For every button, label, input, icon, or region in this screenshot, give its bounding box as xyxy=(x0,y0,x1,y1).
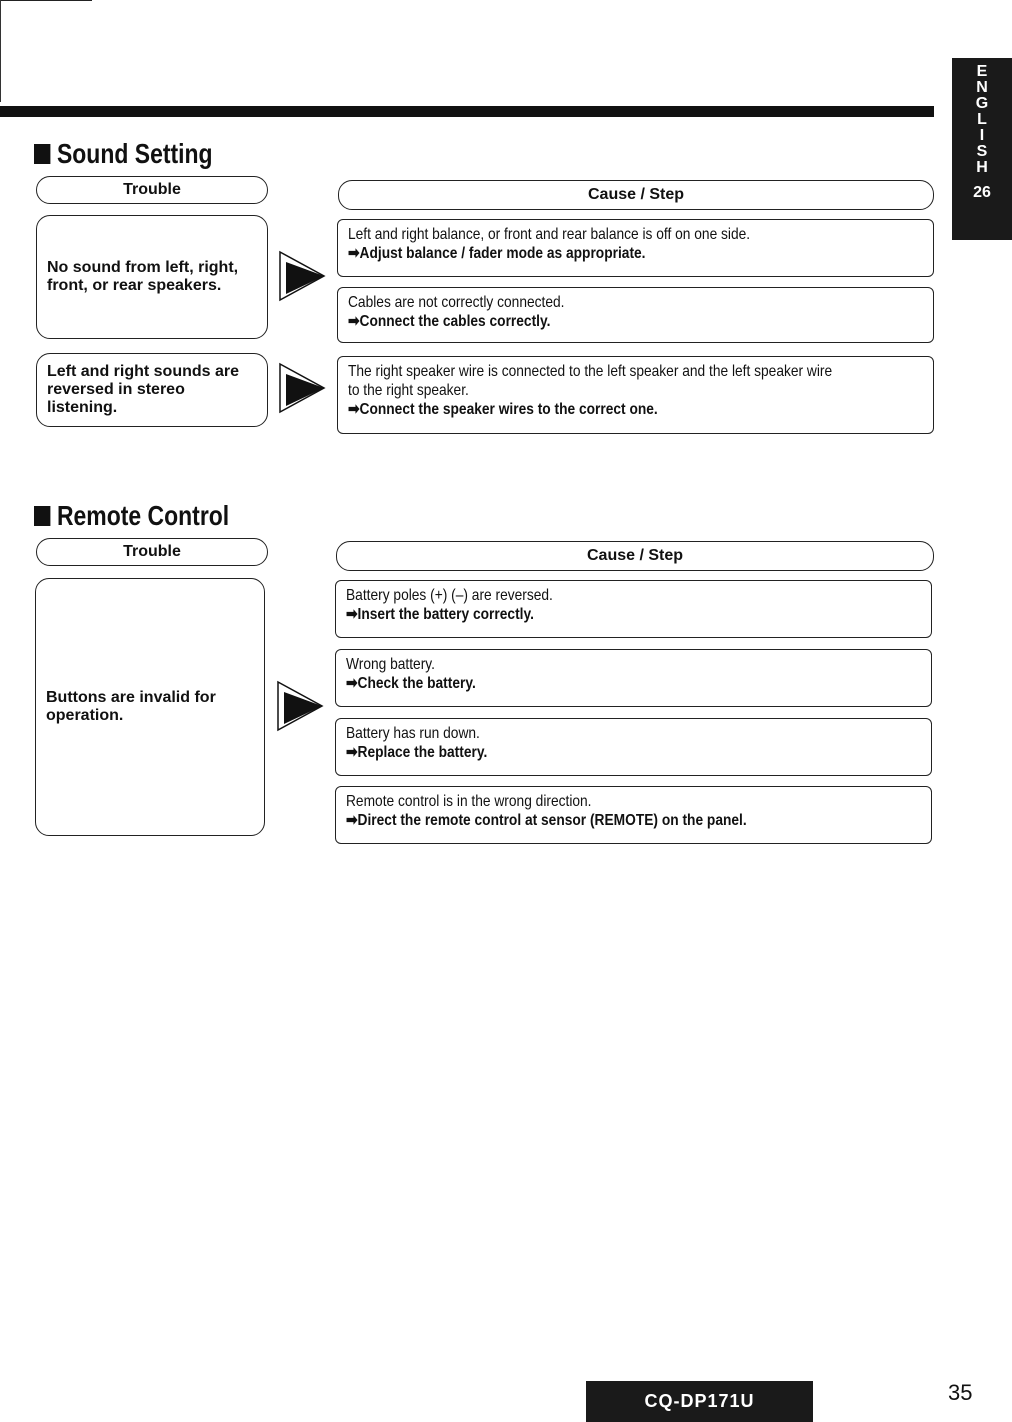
step-arrow-icon: ➡ xyxy=(346,744,358,761)
cause-box xyxy=(337,219,934,277)
cause-text: Left and right balance, or front and rear balance is off on one side. xyxy=(348,226,751,243)
sound-setting-title: Sound Setting xyxy=(56,138,213,169)
cause-header xyxy=(338,180,934,210)
bullet-square-icon xyxy=(34,144,50,164)
bullet-square-icon xyxy=(34,506,50,526)
step-arrow-icon: ➡ xyxy=(348,401,360,418)
remote-control-heading xyxy=(34,500,229,532)
cause-text-line2: to the right speaker. xyxy=(348,382,469,399)
step-arrow-icon: ➡ xyxy=(346,812,358,829)
remote-control-title: Remote Control xyxy=(56,500,230,531)
section-number: 26 xyxy=(973,184,991,201)
trouble-text: No sound from left, right, front, or rear speakers. xyxy=(47,259,239,294)
trouble-box-reversed xyxy=(36,353,268,427)
step-text: Connect the speaker wires to the correct one. xyxy=(359,401,658,418)
trouble-header xyxy=(36,538,268,566)
cause-text-line1: The right speaker wire is connected to the left speaker and the left speaker wire xyxy=(348,363,833,380)
left-edge-line xyxy=(0,0,1,102)
cause-text: Remote control is in the wrong direction. xyxy=(346,793,592,810)
language-label: ENGLISH xyxy=(975,63,989,176)
arrow-right-icon xyxy=(276,680,324,732)
sound-setting-heading xyxy=(34,138,213,170)
step-text: Replace the battery. xyxy=(357,744,488,761)
step-arrow-icon: ➡ xyxy=(346,606,358,623)
step-arrow-icon: ➡ xyxy=(346,675,358,692)
page-number: 35 xyxy=(948,1380,973,1405)
step-text: Connect the cables correctly. xyxy=(359,313,551,330)
trouble-box-no-sound xyxy=(36,215,268,339)
cause-header-label: Cause / Step xyxy=(586,547,684,564)
step-arrow-icon: ➡ xyxy=(348,245,360,262)
trouble-header xyxy=(36,176,268,204)
cause-header-label: Cause / Step xyxy=(587,186,685,203)
arrow-right-icon xyxy=(278,250,326,302)
cause-text: Wrong battery. xyxy=(346,656,435,673)
cause-box xyxy=(337,287,934,343)
cause-box xyxy=(335,580,932,638)
step-arrow-icon: ➡ xyxy=(348,313,360,330)
top-left-line xyxy=(0,0,92,1)
language-tab xyxy=(952,58,1012,240)
trouble-text: Left and right sounds are reversed in stereo listening. xyxy=(47,363,240,416)
arrow-right-icon xyxy=(278,362,326,414)
trouble-text: Buttons are invalid for operation. xyxy=(46,689,216,724)
step-text: Adjust balance / fader mode as appropriate. xyxy=(359,245,646,262)
cause-text: Battery has run down. xyxy=(346,725,480,742)
cause-text: Cables are not correctly connected. xyxy=(348,294,565,311)
cause-box xyxy=(335,786,932,844)
model-number: CQ-DP171U xyxy=(644,1391,755,1411)
step-text: Direct the remote control at sensor (REMOTE) on the panel. xyxy=(357,812,747,829)
step-text: Check the battery. xyxy=(357,675,476,692)
cause-box xyxy=(335,718,932,776)
header-rule xyxy=(0,106,934,117)
cause-header xyxy=(336,541,934,571)
step-text: Insert the battery correctly. xyxy=(357,606,534,623)
cause-box xyxy=(337,356,934,434)
trouble-header-label: Trouble xyxy=(123,543,181,560)
cause-box xyxy=(335,649,932,707)
cause-text: Battery poles (+) (–) are reversed. xyxy=(346,587,553,604)
model-number-badge xyxy=(586,1381,813,1422)
trouble-header-label: Trouble xyxy=(123,181,181,198)
trouble-box-buttons-invalid xyxy=(35,578,265,836)
